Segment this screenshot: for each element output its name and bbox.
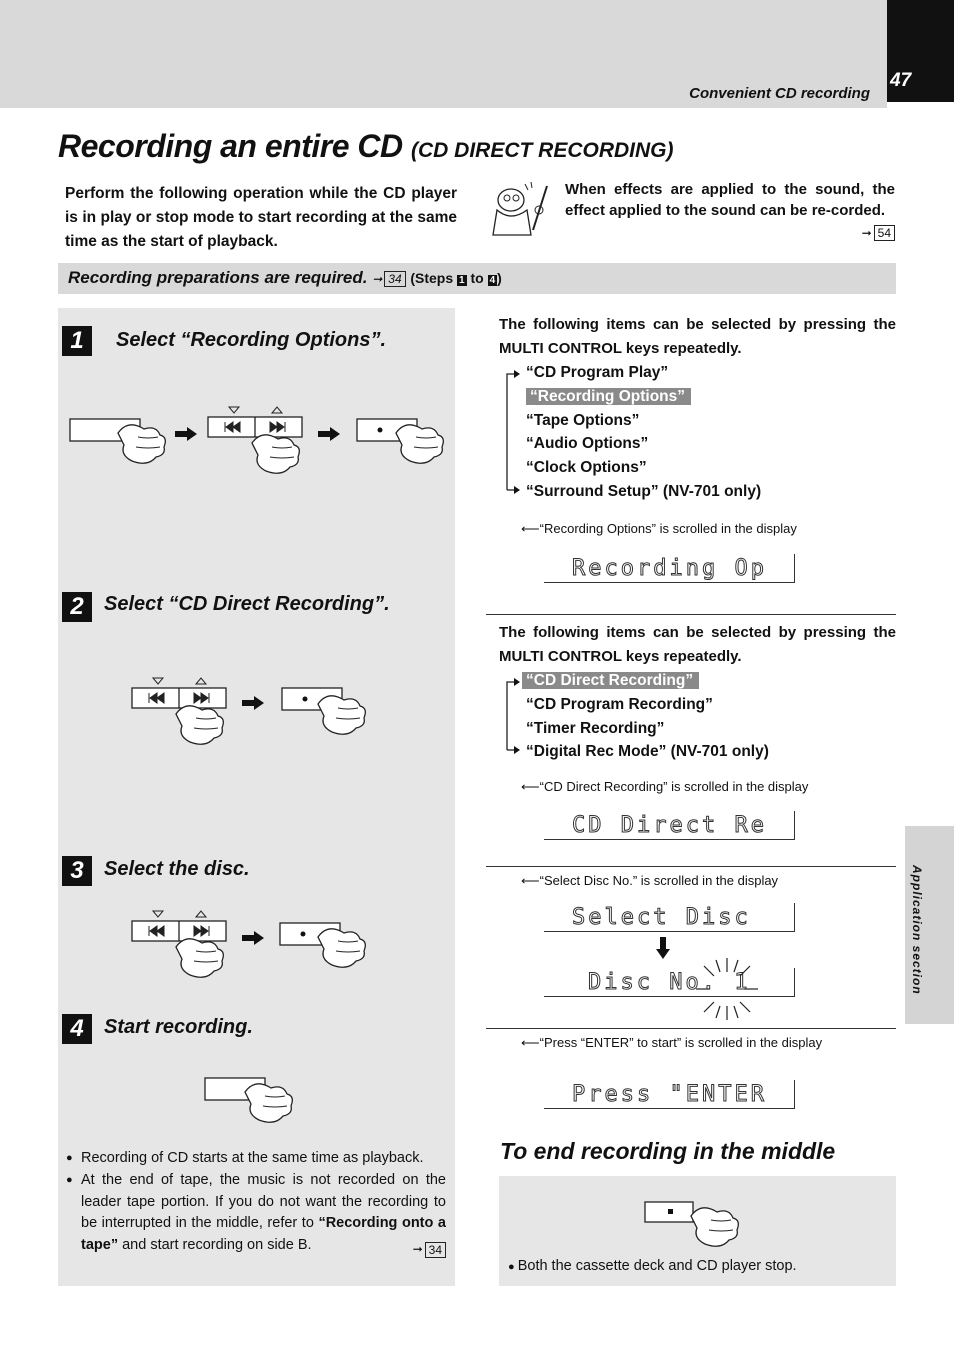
book-ref-icon: 54: [874, 225, 895, 241]
arrow-right-icon: [242, 696, 264, 710]
section-title: Convenient CD recording: [689, 85, 870, 102]
arrow-right-icon: [242, 931, 264, 945]
menu-1-list: [526, 361, 761, 504]
display-cd-direct: CD Direct Re: [544, 811, 795, 840]
page-title: [58, 128, 674, 165]
menu-item: “Surround Setup” (NV-701 only): [526, 482, 762, 500]
prep-steps: (Steps 1 to 4 ): [410, 270, 502, 286]
end-recording-title: To end recording in the middle: [500, 1138, 836, 1164]
divider: [486, 866, 896, 867]
multi-control-keys: [132, 678, 226, 708]
page-number: 47: [890, 70, 912, 91]
arrow-right-icon: [175, 427, 197, 441]
step-4-number: 4: [62, 1014, 92, 1044]
menu-item: “Audio Options”: [526, 435, 649, 453]
menu-item-highlighted: “Recording Options”: [526, 385, 761, 409]
display-recording-options: Recording Op: [544, 554, 795, 583]
display-select-disc: Select Disc: [544, 903, 795, 932]
side-tab-label: Application section: [910, 865, 924, 995]
step-3-number: 3: [62, 856, 92, 886]
menu-item: “Clock Options”: [526, 459, 647, 477]
hand-press-icon: [176, 706, 223, 744]
notes-list: [66, 1148, 446, 1261]
menu-item: “Tape Options”: [526, 411, 640, 429]
end-diagram: [645, 1198, 745, 1248]
page-ref-34: ➞ 34: [372, 271, 405, 287]
hand-press-icon: [318, 696, 365, 734]
hand-press-icon: [396, 425, 443, 463]
menu-2-scroll-note: ⟵“CD Direct Recording” is scrolled in the display: [521, 779, 809, 794]
divider: [486, 614, 896, 615]
prep-text: [68, 268, 502, 288]
blink-icon: [692, 956, 762, 1022]
menu-item: “Digital Rec Mode” (NV-701 only): [526, 743, 769, 761]
hand-press-icon: [691, 1208, 738, 1246]
menu-1-intro: The following items can be selected by pressing the MULTI CONTROL keys repeatedly.: [499, 316, 896, 357]
intro-text: Perform the following operation while the CD player is in play or stop mode to start recording at the same time as the start of playback.: [65, 185, 457, 250]
book-ref-icon: 34: [425, 1242, 446, 1258]
menu-1-scroll-note: ⟵“Recording Options” is scrolled in the display: [521, 521, 797, 536]
multi-control-keys: [132, 911, 226, 941]
effect-note-text: When effects are applied to the sound, the effect applied to the sound can be re-corded.: [565, 181, 895, 219]
page-ref-54: ➞ 54: [862, 223, 895, 244]
step-3-title: Select the disc.: [104, 858, 250, 880]
menu-item: “Timer Recording”: [526, 719, 665, 737]
menu-2-list: [522, 669, 769, 764]
step-4-diagram: [205, 1074, 325, 1134]
step-2-diagram: [132, 676, 432, 746]
end-note: ● Both the cassette deck and CD player stop.: [508, 1258, 797, 1274]
prep-label: Recording preparations are required.: [68, 268, 368, 287]
menu-4-scroll-note: ⟵“Press “ENTER” to start” is scrolled in the display: [521, 1035, 823, 1050]
hand-press-icon: [252, 435, 299, 473]
menu-item: “CD Program Recording”: [526, 695, 713, 713]
display-press-enter: Press "ENTER: [544, 1080, 795, 1109]
arrow-right-icon: [318, 427, 340, 441]
menu-3-scroll-note: ⟵“Select Disc No.” is scrolled in the display: [521, 873, 779, 888]
note-item: ● Recording of CD starts at the same time as playback.: [66, 1148, 446, 1170]
page-title-sub: (CD DIRECT RECORDING): [411, 139, 674, 162]
step-2-number: 2: [62, 592, 92, 622]
book-ref-icon: 34: [384, 271, 405, 287]
stop-icon: [668, 1209, 673, 1214]
hand-press-icon: [318, 929, 365, 967]
menu-2-intro: The following items can be selected by pressing the MULTI CONTROL keys repeatedly.: [499, 624, 896, 665]
arrow-down-icon: [656, 937, 670, 961]
step-3-diagram: [132, 909, 432, 979]
step-1-number: 1: [62, 326, 92, 356]
note-item: ● At the end of tape, the music is not recorded on the leader tape portion. If you do not want the recording to be interrupted in the middle, refer to “Recording onto a tape” and start recording on side B. ➞ 34: [66, 1170, 446, 1257]
menu-1-loop-arrow: [502, 368, 522, 498]
divider: [486, 1028, 896, 1029]
step-1-diagram: [70, 405, 450, 475]
hand-press-icon: [118, 425, 165, 463]
effect-note: [565, 180, 895, 244]
page-ref-34: ➞ 34: [413, 1239, 446, 1261]
character-illustration: [487, 180, 553, 238]
menu-item: “CD Program Play”: [526, 364, 669, 381]
hand-press-icon: [245, 1084, 292, 1122]
step-1-title: Select “Recording Options”.: [116, 329, 387, 351]
step-2-title: Select “CD Direct Recording”.: [104, 593, 390, 615]
menu-item-highlighted: “CD Direct Recording”: [522, 669, 769, 693]
page-title-main: Recording an entire CD: [58, 128, 403, 164]
step-4-title: Start recording.: [104, 1016, 253, 1038]
display-disc-no: Disc No. 1: [544, 968, 795, 997]
multi-control-keys: [208, 407, 302, 437]
hand-press-icon: [176, 939, 223, 977]
menu-2-loop-arrow: [502, 676, 522, 758]
